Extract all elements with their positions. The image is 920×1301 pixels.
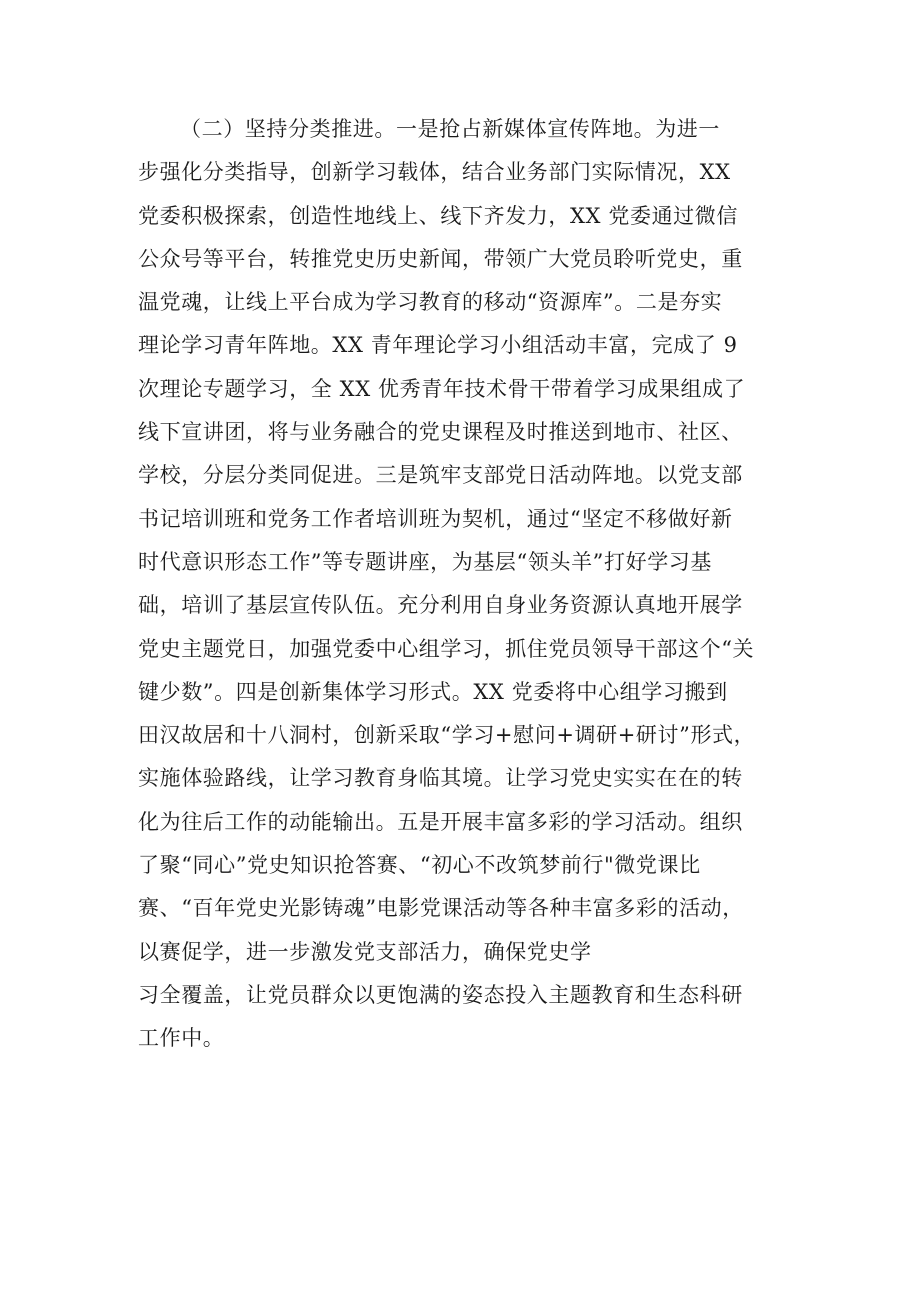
paragraph-line: 温党魂，让线上平台成为学习教育的移动“资源库”。二是夯实: [138, 290, 723, 315]
paragraph-line: 化为往后工作的动能输出。五是开展丰富多彩的学习活动。组织: [138, 809, 743, 834]
paragraph-line: 理论学习青年阵地。XX 青年理论学习小组活动丰富，完成了 9: [138, 333, 738, 358]
paragraph-line: 田汉故居和十八洞村，创新采取“学习+慰问+调研+研讨”形式，: [138, 723, 756, 748]
paragraph-line: 步强化分类指导，创新学习载体，结合业务部门实际情况，XX: [138, 160, 731, 185]
paragraph-line: 键少数”。四是创新集体学习形式。XX 党委将中心组学习搬到: [138, 679, 728, 704]
paragraph-line: 公众号等平台，转推党史历史新闻，带领广大党员聆听党史，重: [138, 246, 743, 271]
paragraph-line: 时代意识形态工作”等专题讲座，为基层“领头羊”打好学习基: [138, 549, 713, 574]
paragraph-line: 习全覆盖，让党员群众以更饱满的姿态投入主题教育和生态科研: [138, 982, 743, 1007]
paragraph-line: 党史主题党日，加强党委中心组学习，抓住党员领导干部这个“关: [138, 636, 755, 661]
body-paragraph: [138, 108, 788, 1061]
paragraph-line: 次理论专题学习，全 XX 优秀青年技术骨干带着学习成果组成了: [138, 376, 746, 401]
paragraph-line: 学校，分层分类同促进。三是筑牢支部党日活动阵地。以党支部: [138, 463, 743, 488]
paragraph-line: （二）坚持分类推进。一是抢占新媒体宣传阵地。为进一: [180, 117, 720, 141]
paragraph-line: 以赛促学，进一步激发党支部活力，确保党史学: [138, 939, 592, 964]
paragraph-line: 实施体验路线，让学习教育身临其境。让学习党史实实在在的转: [138, 766, 743, 791]
paragraph-line: 础，培训了基层宣传队伍。充分利用自身业务资源认真地开展学: [138, 593, 743, 618]
paragraph-line: 党委积极探索，创造性地线上、线下齐发力，XX 党委通过微信: [138, 203, 738, 228]
paragraph-line: 工作中。: [138, 1026, 225, 1051]
paragraph-line: 了聚“同心”党史知识抢答赛、“初心不改筑梦前行"微党课比: [138, 853, 701, 878]
paragraph-line: 书记培训班和党务工作者培训班为契机，通过“坚定不移做好新: [138, 506, 733, 531]
paragraph-line: 赛、“百年党史光影铸魂”电影党课活动等各种丰富多彩的活动，: [138, 896, 744, 921]
paragraph-line: 线下宣讲团，将与业务融合的党史课程及时推送到地市、社区、: [138, 420, 743, 445]
